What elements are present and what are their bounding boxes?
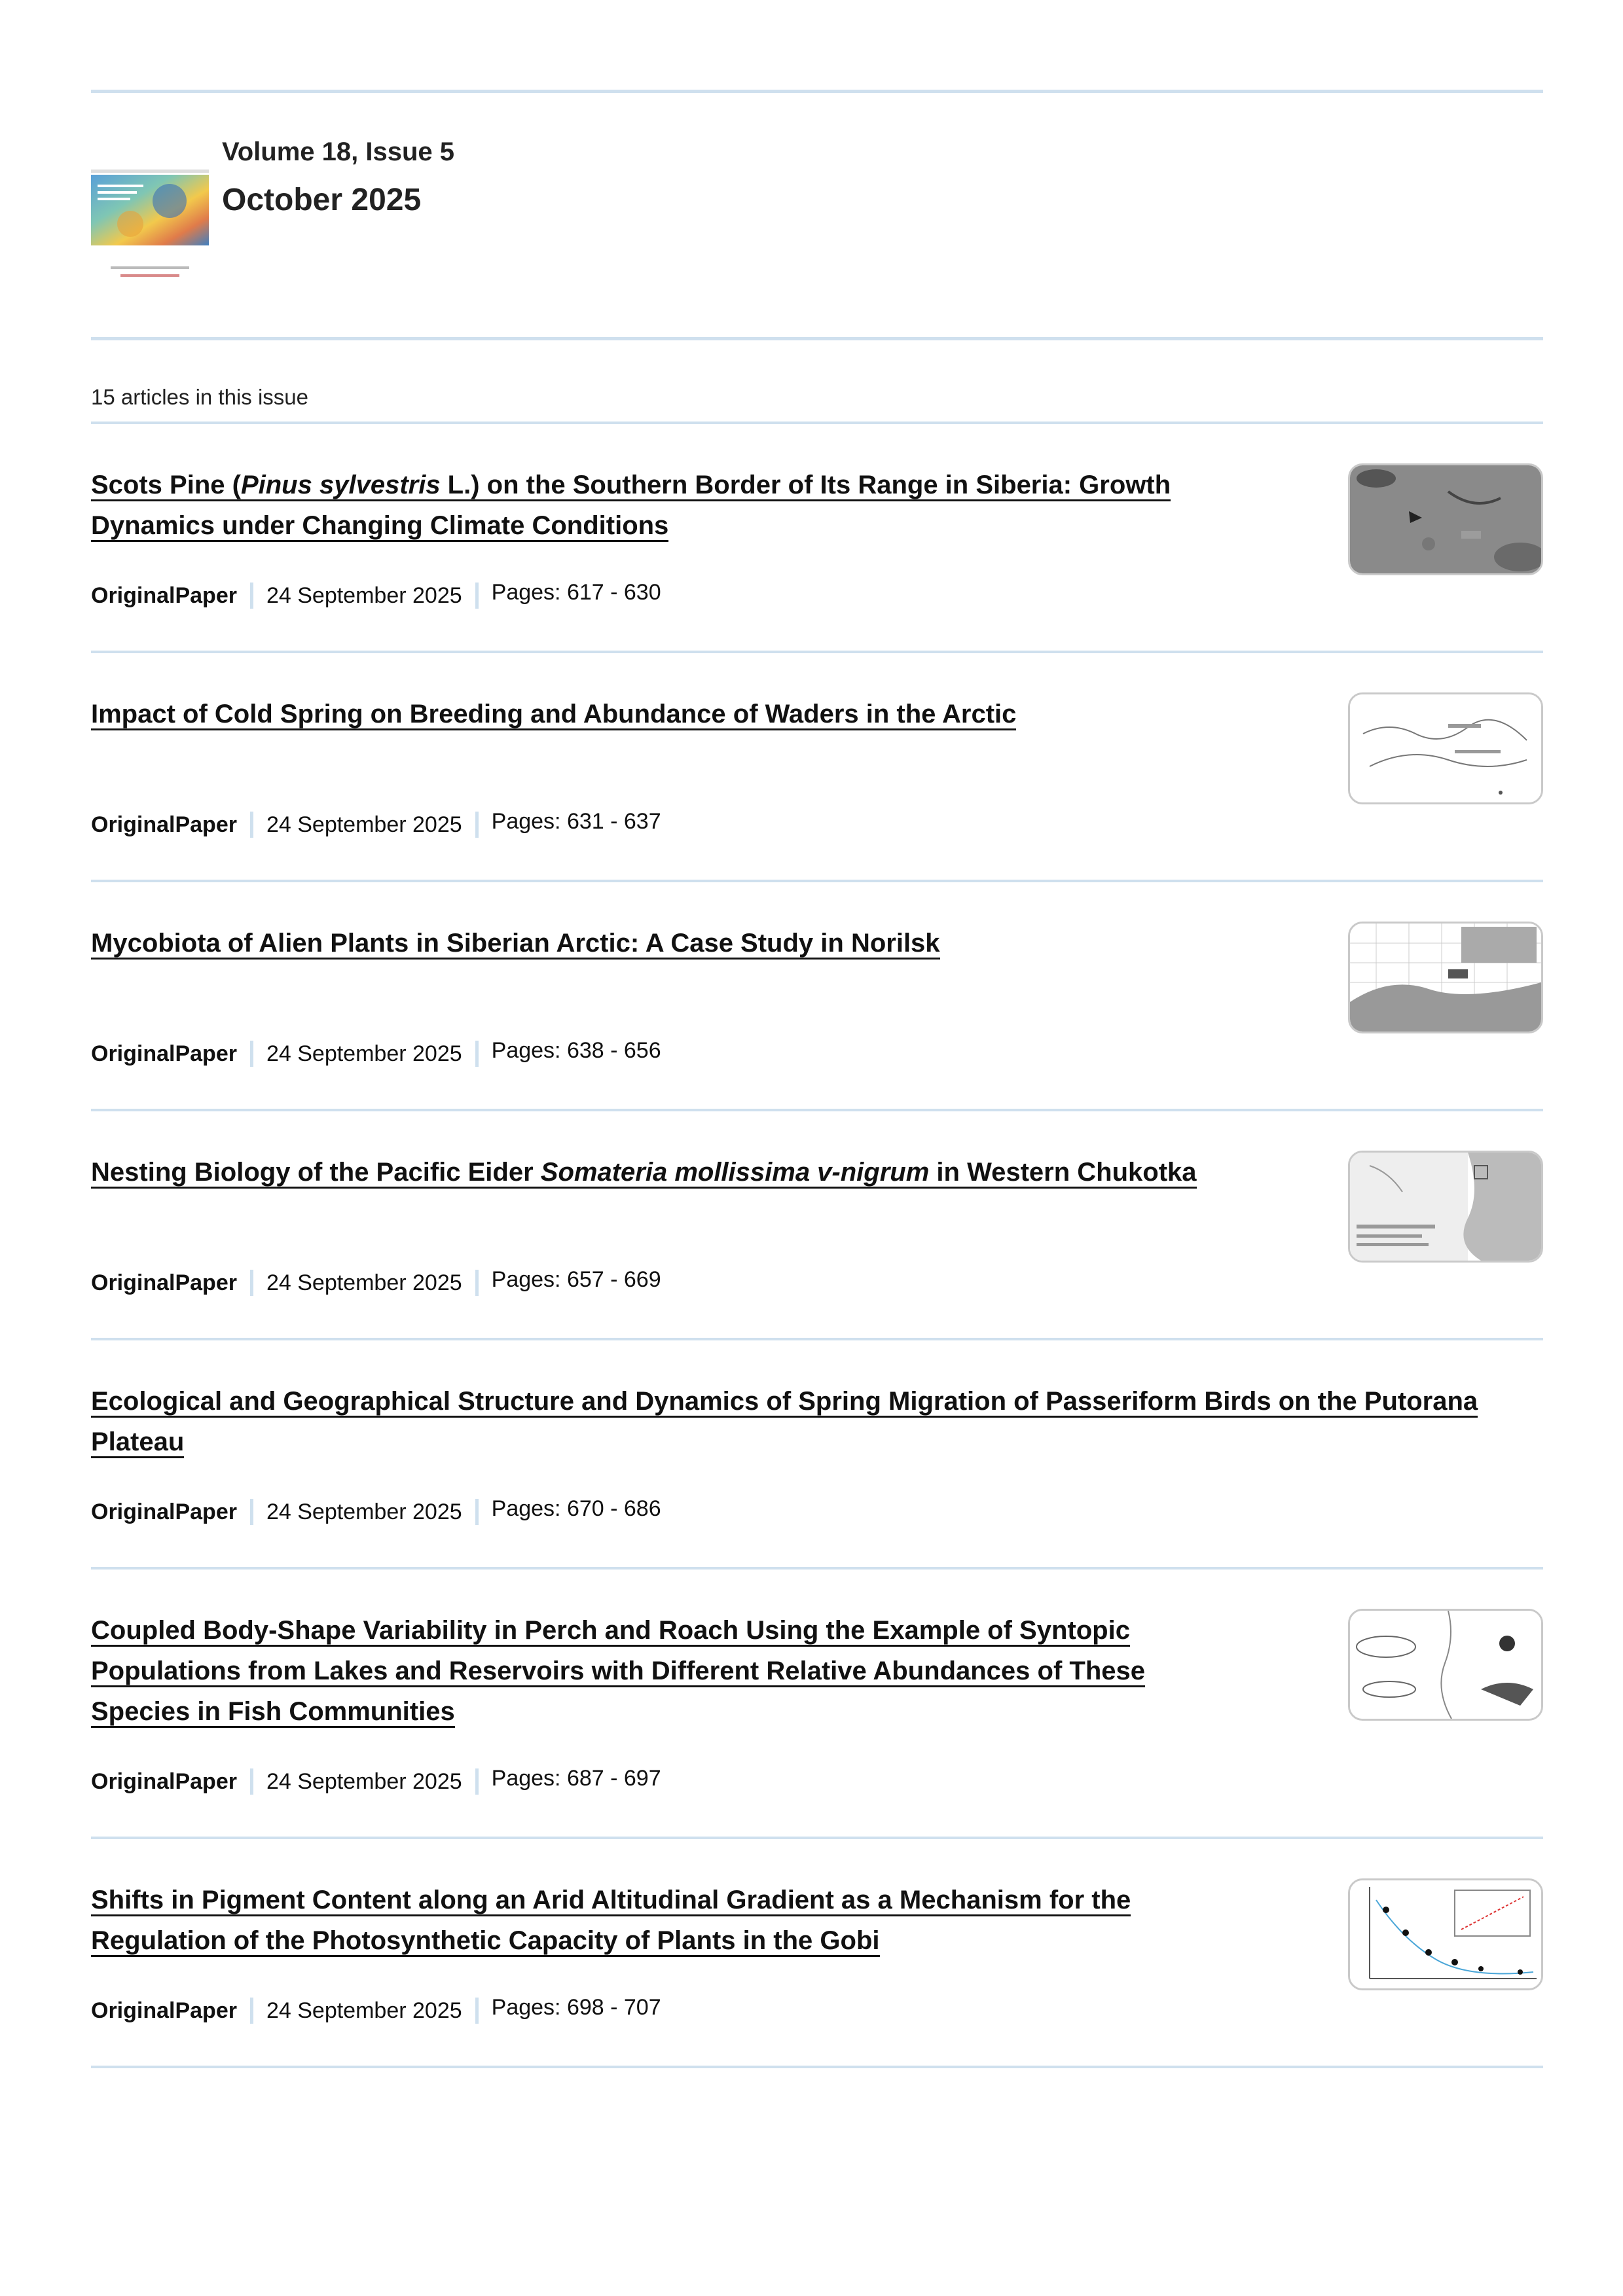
publication-date: 24 September 2025 bbox=[266, 583, 462, 608]
page-range: Pages: 687 - 697 bbox=[491, 1765, 661, 1791]
article-title-link[interactable] bbox=[91, 1158, 1197, 1189]
meta-separator bbox=[250, 1499, 253, 1525]
publication-date: 24 September 2025 bbox=[266, 1768, 462, 1794]
article-list bbox=[91, 424, 1543, 2068]
article-item bbox=[91, 1340, 1543, 1567]
page-range: Pages: 631 - 637 bbox=[491, 808, 661, 834]
meta-separator bbox=[250, 1041, 253, 1067]
article-item bbox=[91, 1111, 1543, 1338]
page-range: Pages: 657 - 669 bbox=[491, 1266, 661, 1292]
article-title-link[interactable] bbox=[91, 471, 1171, 542]
article-type: OriginalPaper bbox=[91, 1998, 237, 2023]
meta-separator bbox=[250, 1998, 253, 2024]
publication-date: 24 September 2025 bbox=[266, 812, 462, 837]
meta-separator bbox=[475, 1499, 479, 1525]
page-range: Pages: 617 - 630 bbox=[491, 579, 661, 605]
meta-separator bbox=[475, 1998, 479, 2024]
article-title-link[interactable] bbox=[91, 1886, 1131, 1957]
publication-date: 24 September 2025 bbox=[266, 1499, 462, 1524]
article-item bbox=[91, 882, 1543, 1109]
issue-page bbox=[91, 0, 1543, 2068]
article-item bbox=[91, 653, 1543, 880]
meta-separator bbox=[250, 1270, 253, 1296]
article-meta bbox=[91, 1266, 1543, 1296]
article-title-text: L.) on the Southern Border of Its Range in Siberia: Growth Dynamics under Changing Climate Conditions bbox=[91, 471, 1171, 540]
meta-separator bbox=[475, 1270, 479, 1296]
publication-date: 24 September 2025 bbox=[266, 1270, 462, 1295]
article-title-text: Nesting Biology of the Pacific Eider bbox=[91, 1158, 541, 1187]
article-type: OriginalPaper bbox=[91, 583, 237, 608]
article-item bbox=[91, 424, 1543, 651]
article-title-text: Ecological and Geographical Structure and Dynamics of Spring Migration of Passeriform Birds on the Putorana Plateau bbox=[91, 1387, 1478, 1456]
meta-separator bbox=[250, 583, 253, 609]
article-title-link[interactable] bbox=[91, 929, 940, 960]
article-type: OriginalPaper bbox=[91, 1270, 237, 1295]
publication-date: 24 September 2025 bbox=[266, 1998, 462, 2023]
article-title-italic: Somateria mollissima v-nigrum bbox=[540, 1158, 930, 1187]
meta-separator bbox=[475, 1041, 479, 1067]
publication-date: 24 September 2025 bbox=[266, 1041, 462, 1066]
article-type: OriginalPaper bbox=[91, 1041, 237, 1066]
issue-header bbox=[91, 93, 1543, 337]
article-title-link[interactable] bbox=[91, 1387, 1478, 1458]
article-divider bbox=[91, 2066, 1543, 2068]
article-title-italic: Pinus sylvestris bbox=[240, 471, 441, 499]
article-meta bbox=[91, 1496, 1543, 1525]
fish-and-map-thumbnail[interactable] bbox=[1348, 1609, 1543, 1721]
meta-separator bbox=[250, 1768, 253, 1795]
grid-map-thumbnail[interactable] bbox=[1348, 922, 1543, 1033]
article-item bbox=[91, 1839, 1543, 2066]
article-title-text: Scots Pine ( bbox=[91, 471, 241, 499]
meta-separator bbox=[250, 812, 253, 838]
meta-separator bbox=[475, 1768, 479, 1795]
article-type: OriginalPaper bbox=[91, 1768, 237, 1794]
article-title-text: Impact of Cold Spring on Breeding and Abundance of Waders in the Arctic bbox=[91, 700, 1017, 728]
journal-cover-image[interactable] bbox=[91, 162, 209, 378]
article-type: OriginalPaper bbox=[91, 1499, 237, 1524]
article-count: 15 articles in this issue bbox=[91, 385, 308, 409]
article-meta bbox=[91, 1037, 1543, 1067]
meta-separator bbox=[475, 583, 479, 609]
article-item bbox=[91, 1570, 1543, 1837]
article-meta bbox=[91, 579, 1543, 609]
article-meta bbox=[91, 1994, 1543, 2024]
satellite-image-thumbnail[interactable] bbox=[1348, 463, 1543, 575]
page-range: Pages: 698 - 707 bbox=[491, 1994, 661, 2020]
article-title-link[interactable] bbox=[91, 1616, 1145, 1728]
article-title-text: in Western Chukotka bbox=[929, 1158, 1197, 1187]
issue-date: October 2025 bbox=[222, 183, 422, 217]
article-type: OriginalPaper bbox=[91, 812, 237, 837]
article-meta bbox=[91, 808, 1543, 838]
article-title-text: Coupled Body-Shape Variability in Perch and Roach Using the Example of Syntopic Populations from Lakes and Reservoirs with Different Relative Abundances of These Species in Fish Communities bbox=[91, 1616, 1145, 1726]
region-map-thumbnail[interactable] bbox=[1348, 1151, 1543, 1263]
scatter-plot-thumbnail[interactable] bbox=[1348, 1878, 1543, 1990]
article-meta bbox=[91, 1765, 1543, 1795]
coastline-map-thumbnail[interactable] bbox=[1348, 692, 1543, 804]
article-title-text: Shifts in Pigment Content along an Arid Altitudinal Gradient as a Mechanism for the Regulation of the Photosynthetic Capacity of Plants in the Gobi bbox=[91, 1886, 1131, 1955]
article-title-text: Mycobiota of Alien Plants in Siberian Arctic: A Case Study in Norilsk bbox=[91, 929, 940, 958]
article-title-link[interactable] bbox=[91, 700, 1016, 730]
page-range: Pages: 670 - 686 bbox=[491, 1496, 661, 1521]
meta-separator bbox=[475, 812, 479, 838]
page-range: Pages: 638 - 656 bbox=[491, 1037, 661, 1063]
issue-volume: Volume 18, Issue 5 bbox=[222, 137, 454, 166]
